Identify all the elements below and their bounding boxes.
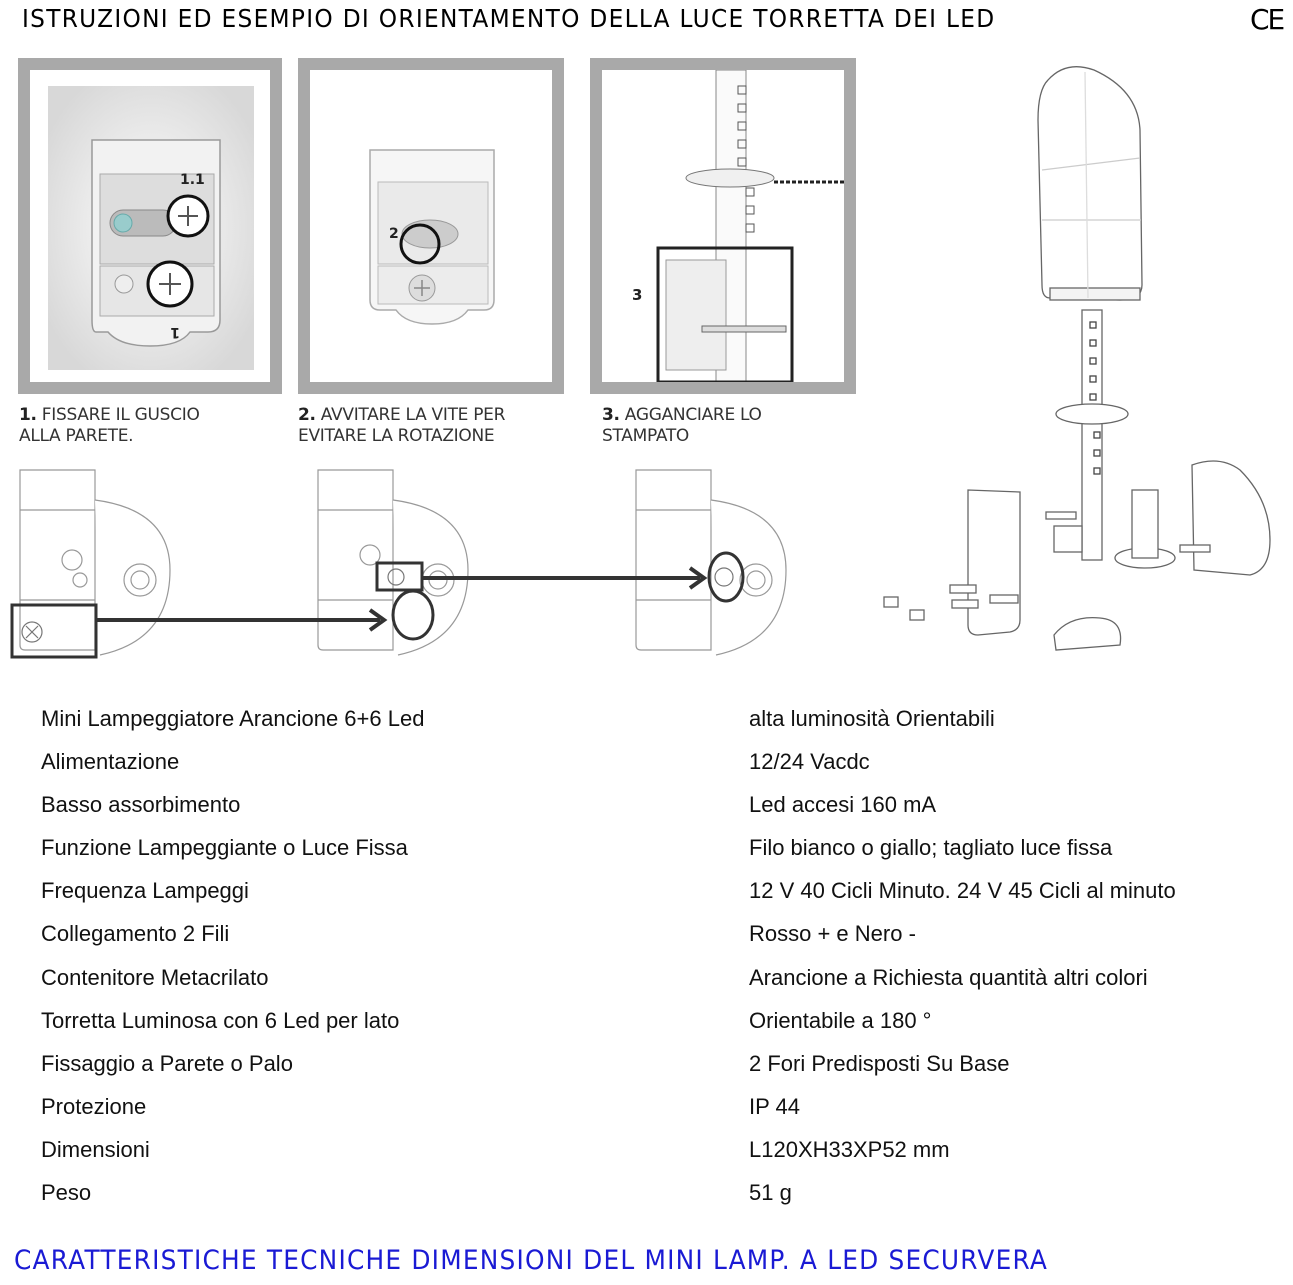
step-1-caption (19, 405, 200, 447)
spec-row (41, 921, 1261, 964)
spec-label: Basso assorbimento (41, 792, 241, 818)
spec-row (41, 706, 1261, 749)
exploded-tower-light-assembly (870, 60, 1290, 660)
step-3-line2: STAMPATO (602, 426, 689, 446)
step-1-line1: FISSARE IL GUSCIO (41, 405, 200, 425)
spec-table (41, 706, 1261, 1223)
spec-value: 51 g (749, 1180, 792, 1206)
spec-row (41, 1180, 1261, 1223)
spec-label: Torretta Luminosa con 6 Led per lato (41, 1007, 400, 1033)
spec-value: 12/24 Vacdc (749, 749, 870, 775)
spec-label: Dimensioni (41, 1136, 150, 1162)
screw-rotation-illustration (310, 70, 552, 382)
spec-label: Mini Lampeggiatore Arancione 6+6 Led (41, 706, 425, 731)
spec-value: Filo bianco o giallo; tagliato luce fissa (749, 835, 1113, 861)
step-3-number: 3. (602, 405, 620, 425)
callout-1-1: 1.1 (180, 172, 205, 188)
spec-label: Fissaggio a Parete o Palo (41, 1050, 293, 1076)
spec-row (41, 1051, 1261, 1094)
step-1-panel (18, 58, 282, 394)
footer-title: CARATTERISTICHE TECNICHE DIMENSIONI DEL MINI LAMP. A LED SECURVERA (14, 1245, 1049, 1276)
spec-label: Peso (41, 1180, 92, 1206)
step-2-line2: EVITARE LA ROTAZIONE (298, 426, 495, 446)
spec-row (41, 1094, 1261, 1137)
screw-sequence-illustration (0, 460, 860, 670)
step-3-line1: AGGANCIARE LO (624, 405, 762, 425)
spec-value: Led accesi 160 mA (749, 792, 937, 818)
step-2-number: 2. (298, 405, 316, 425)
callout-2: 2 (389, 226, 399, 242)
step-3-caption (602, 405, 762, 447)
spec-label: Funzione Lampeggiante o Luce Fissa (41, 835, 408, 861)
spec-row (41, 1008, 1261, 1051)
hook-pcb-illustration (602, 70, 844, 382)
spec-row (41, 792, 1261, 835)
spec-value: Rosso + e Nero - (749, 921, 916, 947)
spec-row (41, 835, 1261, 878)
step-2-panel (298, 58, 564, 394)
spec-value: IP 44 (749, 1093, 800, 1119)
spec-row (41, 965, 1261, 1008)
spec-value: 2 Fori Predisposti Su Base (749, 1050, 1010, 1076)
spec-row (41, 878, 1261, 921)
step-1-line2: ALLA PARETE. (19, 426, 134, 446)
spec-label: Protezione (41, 1093, 147, 1119)
spec-value: L120XH33XP52 mm (749, 1136, 950, 1162)
spec-value: Arancione a Richiesta quantità altri colori (749, 964, 1148, 990)
step-2-line1: AVVITARE LA VITE PER (320, 405, 506, 425)
callout-3: 3 (632, 286, 643, 304)
callout-1: 1 (170, 324, 180, 340)
page-title: ISTRUZIONI ED ESEMPIO DI ORIENTAMENTO DELLA LUCE TORRETTA DEI LED (22, 4, 996, 33)
step-1-number: 1. (19, 405, 37, 425)
spec-label: Contenitore Metacrilato (41, 964, 269, 990)
spec-label: Collegamento 2 Fili (41, 921, 230, 947)
spec-value: Orientabile a 180 ° (749, 1007, 932, 1033)
spec-value: 12 V 40 Cicli Minuto. 24 V 45 Cicli al minuto (749, 878, 1176, 904)
ce-mark: CE (1250, 3, 1284, 36)
spec-row (41, 749, 1261, 792)
spec-label: Frequenza Lampeggi (41, 878, 249, 904)
spec-label: Alimentazione (41, 749, 180, 775)
wall-shell-illustration (30, 70, 270, 382)
spec-value: alta luminosità Orientabili (749, 706, 995, 731)
step-2-caption (298, 405, 505, 447)
spec-row (41, 1137, 1261, 1180)
step-3-panel (590, 58, 856, 394)
